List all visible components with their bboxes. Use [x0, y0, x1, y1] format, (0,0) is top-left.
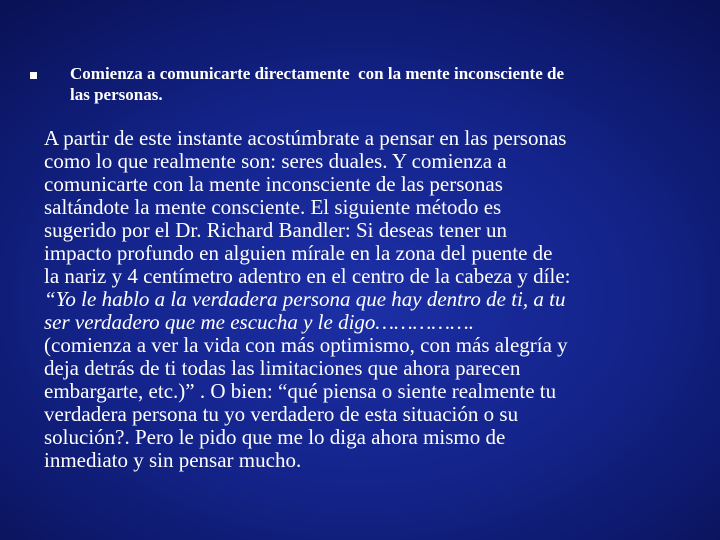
bullet-line-1: Comienza a comunicarte directamente con la mente inconsciente de — [70, 64, 564, 83]
paragraph-line: A partir de este instante acostúmbrate a pensar en las personas — [44, 126, 567, 150]
square-bullet-icon — [30, 72, 37, 79]
paragraph-line: embargarte, etc.)” . O bien: “qué piensa o siente realmente tu — [44, 379, 557, 403]
paragraph-line: saltándote la mente consciente. El siguiente método es — [44, 195, 502, 219]
bullet-text — [70, 63, 564, 105]
paragraph-line: deja detrás de ti todas las limitaciones que ahora parecen — [44, 356, 521, 380]
italic-quote-line: ser verdadero que me escucha y le digo……………. — [44, 310, 475, 334]
paragraph-line: la nariz y 4 centímetro adentro en el centro de la cabeza y díle: — [44, 264, 571, 288]
bullet-line-2: las personas. — [70, 85, 163, 104]
paragraph-line: sugerido por el Dr. Richard Bandler: Si deseas tener un — [44, 218, 508, 242]
paragraph-line: impacto profundo en alguien mírale en la zona del puente de — [44, 241, 553, 265]
body-paragraph — [44, 127, 710, 472]
bullet-item — [30, 63, 670, 105]
paragraph-line: comunicarte con la mente inconsciente de las personas — [44, 172, 503, 196]
paragraph-line-italic — [44, 310, 710, 334]
paragraph-line: solución?. Pero le pido que me lo diga ahora mismo de — [44, 425, 506, 449]
italic-quote-line: “Yo le hablo a la verdadera persona que hay dentro de ti, a tu — [44, 287, 566, 311]
paragraph-line: como lo que realmente son: seres duales. Y comienza a — [44, 149, 507, 173]
paragraph-line-italic — [44, 287, 710, 311]
paragraph-line: (comienza a ver la vida con más optimismo, con más alegría y — [44, 333, 568, 357]
paragraph-line: inmediato y sin pensar mucho. — [44, 448, 302, 472]
paragraph-line: verdadera persona tu yo verdadero de esta situación o su — [44, 402, 519, 426]
